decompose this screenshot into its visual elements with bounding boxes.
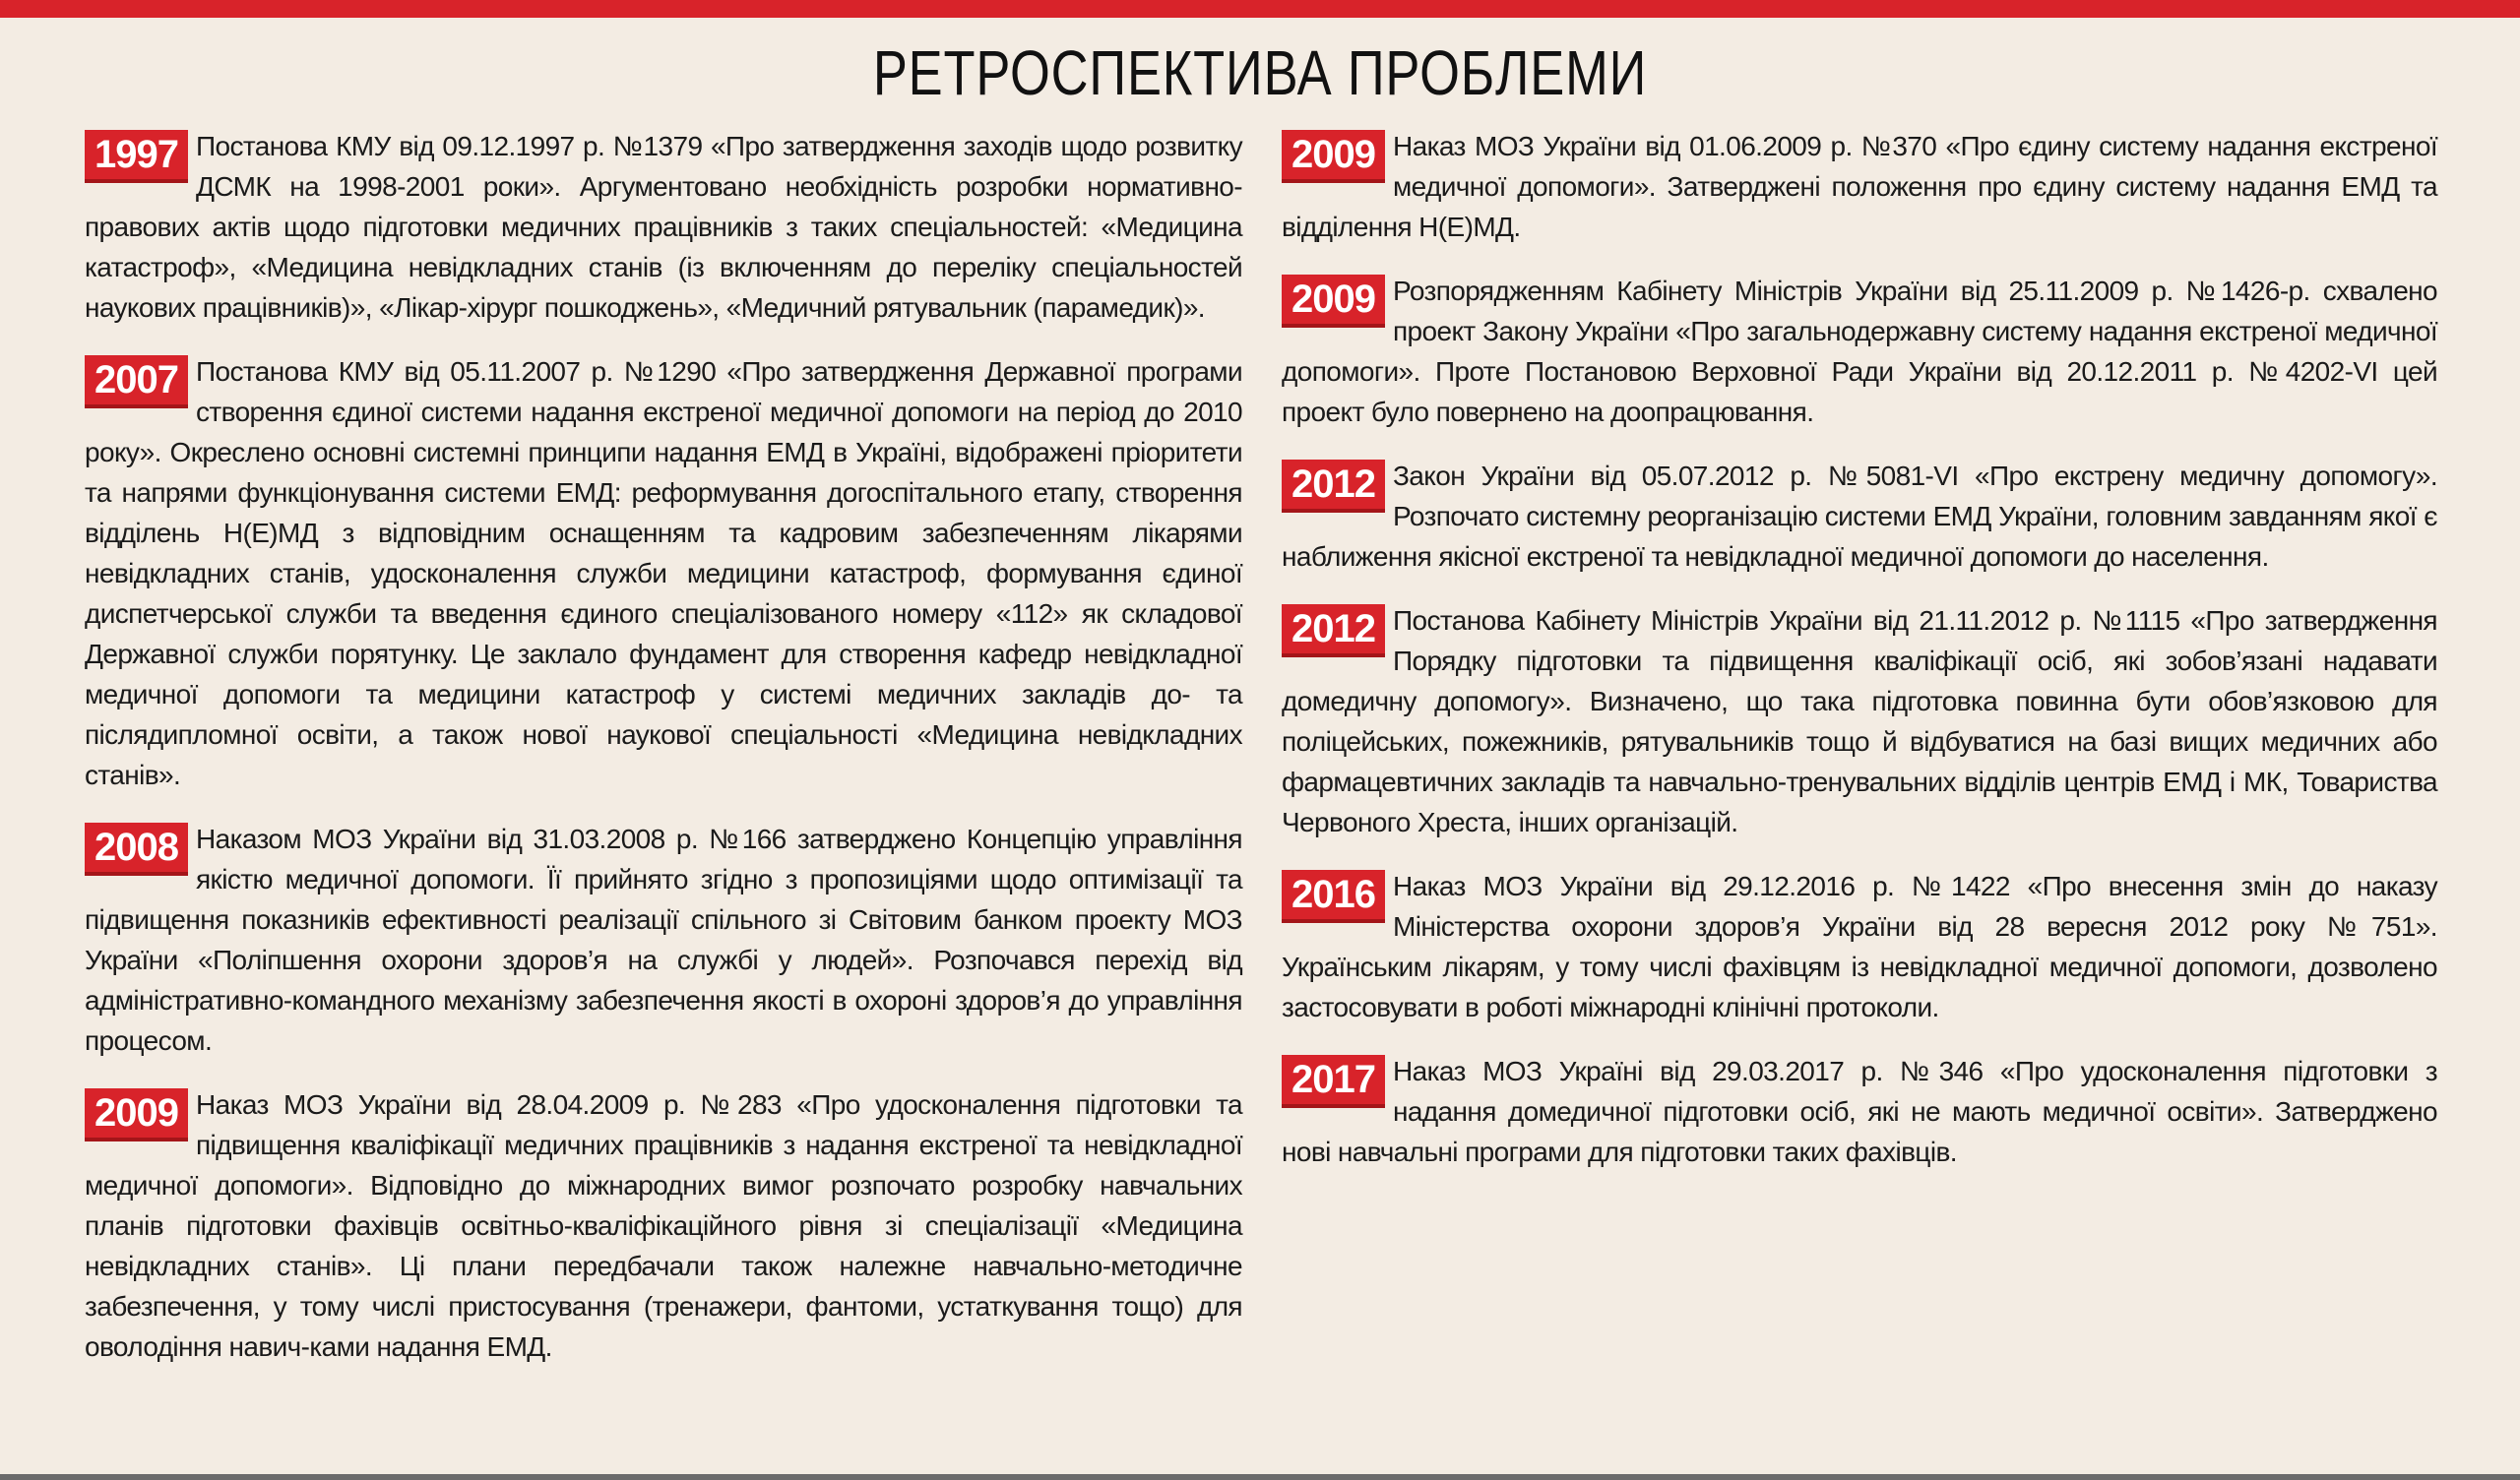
timeline-entry [85, 126, 1242, 328]
year-badge: 1997 [85, 130, 188, 183]
entry-text: Розпорядженням Кабінету Міністрів України від 25.11.2009 р. №1426-р. схвалено проект Закону України «Про загальнодержавну систему надання екстреної медичної допомоги». Проте Постановою Верховної Ради України від 20.12.2011 р. №4202-VI цей проект було повернено на доопрацювання. [1282, 276, 2437, 427]
year-badge: 2008 [85, 823, 188, 876]
entry-text: Наказ МОЗ України від 01.06.2009 р. №370 «Про єдину систему надання екстреної медичної допомоги». Затверджені положення про єдину систему надання ЕМД та відділення Н(Е)МД. [1282, 131, 2437, 242]
year-badge: 2009 [1282, 275, 1385, 328]
left-column [85, 126, 1242, 1390]
timeline-entry [1282, 456, 2437, 577]
year-badge: 2012 [1282, 604, 1385, 657]
entry-text: Постанова КМУ від 09.12.1997 р. №1379 «Про затвердження заходів щодо розвитку ДСМК на 1998-2001 роки». Аргументовано необхідність розробки нормативно-правових актів щодо підготовки медичних працівників з таких спеціальностей: «Медицина катастроф», «Медицина невідкладних станів (із включенням до переліку спеціальностей наукових працівників)», «Лікар-хірург пошкоджень», «Медичний рятувальник (парамедик)». [85, 131, 1242, 323]
timeline-entry [85, 1084, 1242, 1367]
entry-text: Наказ МОЗ України від 28.04.2009 р. №283 «Про удосконалення підготовки та підвищення кваліфікації медичних працівників з надання екстреної та невідкладної медичної допомоги». Відповідно до міжнародних вимог розпочато розробку навчальних планів підготовки фахівців освітньо-кваліфікаційного рівня зі спеціалізації «Медицина невідкладних станів». Ці плани передбачали також належне навчально-методичне забезпечення, у тому числі пристосування (тренажери, фантоми, устаткування тощо) для оволодіння навич-ками надання ЕМД. [85, 1089, 1242, 1362]
entry-text: Закон України від 05.07.2012 р. №5081-VI «Про екстрену медичну допомогу». Розпочато системну реорганізацію системи ЕМД України, головним завданням якої є наближення якісної екстреної та невідкладної медичної допомоги до населення. [1282, 461, 2437, 572]
bottom-rule [0, 1474, 2520, 1480]
year-badge: 2009 [1282, 130, 1385, 183]
timeline-entry [1282, 271, 2437, 432]
right-column [1282, 126, 2437, 1196]
entry-text: Наказ МОЗ Україні від 29.03.2017 р. №346 «Про удосконалення підготовки з надання домедичної підготовки осіб, які не мають медичної освіти». Затверджено нові навчальні програми для підготовки таких фахівців. [1282, 1056, 2437, 1167]
timeline-entry [85, 819, 1242, 1061]
timeline-entry [1282, 1051, 2437, 1172]
year-badge: 2016 [1282, 870, 1385, 923]
year-badge: 2017 [1282, 1055, 1385, 1108]
page-title: РЕТРОСПЕКТИВА ПРОБЛЕМИ [872, 37, 1648, 108]
entry-text: Наказом МОЗ України від 31.03.2008 р. №166 затверджено Концепцію управління якістю медичної допомоги. Її прийнято згідно з пропозиціями щодо оптимізації та підвищення показників ефективності реалізації спільного зі Світовим банком проекту МОЗ України «Поліпшення охорони здоров’я на службі у людей». Розпочався перехід від адміністративно-командного механізму забезпечення якості в охороні здоров’я до управління процесом. [85, 824, 1242, 1056]
year-badge: 2012 [1282, 460, 1385, 513]
entry-text: Наказ МОЗ України від 29.12.2016 р. №1422 «Про внесення змін до наказу Міністерства охорони здоров’я України від 28 вересня 2012 року №751». Українським лікарям, у тому числі фахівцям із невідкладної медичної допомоги, дозволено застосовувати в роботі міжнародні клінічні протоколи. [1282, 871, 2437, 1022]
entry-text: Постанова Кабінету Міністрів України від 21.11.2012 р. №1115 «Про затвердження Порядку підготовки та підвищення кваліфікації осіб, які зобов’язані надавати домедичну допомогу». Визначено, що така підготовка повинна бути обов’язковою для поліцейських, пожежників, рятувальників тощо й відбуватися на базі вищих медичних або фармацевтичних закладів та навчально-тренувальних відділів центрів ЕМД і МК, Товариства Червоного Хреста, інших організацій. [1282, 605, 2437, 837]
timeline-entry [85, 351, 1242, 795]
entry-text: Постанова КМУ від 05.11.2007 р. №1290 «Про затвердження Державної програми створення єдиної системи надання екстреної медичної допомоги на період до 2010 року». Окреслено основні системні принципи надання ЕМД в Україні, відображені пріоритети та напрями функціонування системи ЕМД: реформування догоспітального етапу, створення відділень Н(Е)МД з відповідним оснащенням та кадровим забезпеченням лікарями невідкладних станів, удосконалення служби медицини катастроф, формування єдиної диспетчерської служби та введення єдиного спеціалізованого номеру «112» як складової Державної служби порятунку. Це заклало фундамент для створення кафедр невідкладної медичної допомоги та медицини катастроф у системі медичних закладів до- та післядипломної освіти, а також нової наукової спеціальності «Медицина невідкладних станів». [85, 356, 1242, 790]
timeline-entry [1282, 126, 2437, 247]
year-badge: 2009 [85, 1088, 188, 1141]
top-accent-bar [0, 0, 2520, 18]
year-badge: 2007 [85, 355, 188, 408]
timeline-entry [1282, 600, 2437, 842]
timeline-entry [1282, 866, 2437, 1027]
